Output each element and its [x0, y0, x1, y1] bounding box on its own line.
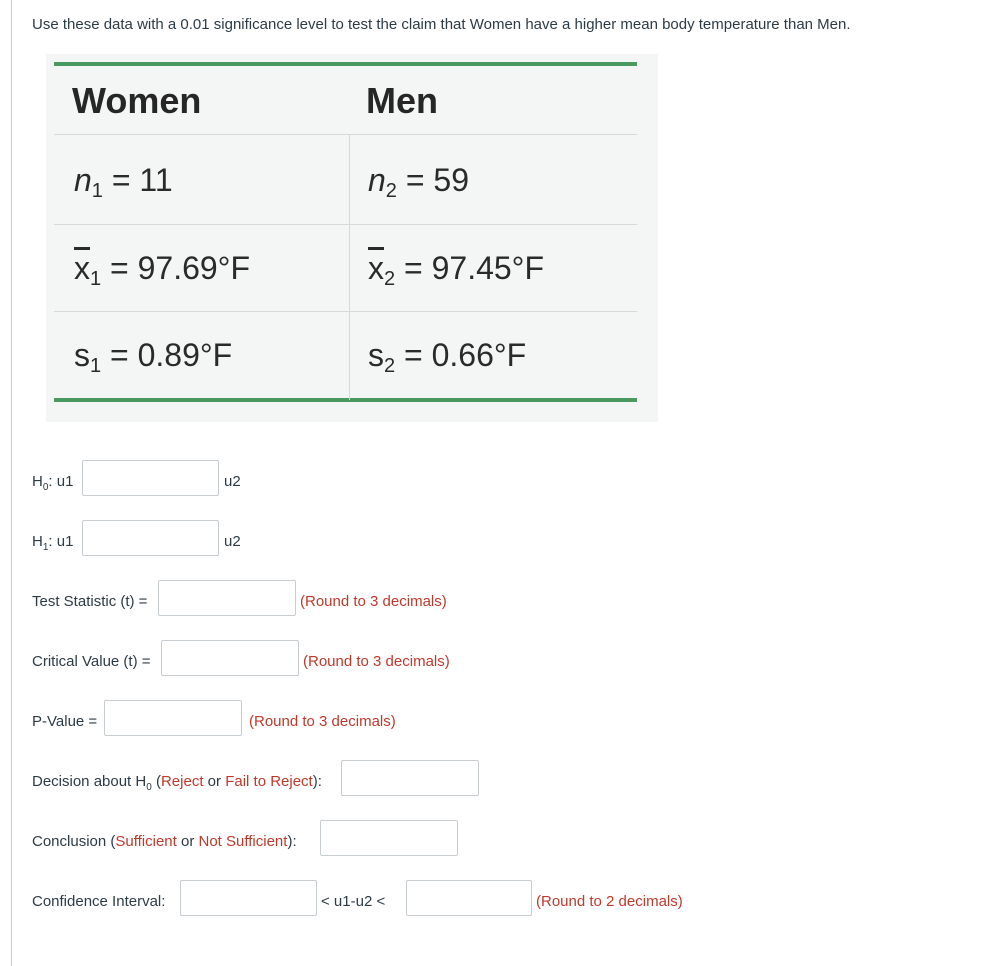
conclusion-label: Conclusion (Sufficient or Not Sufficient): — [32, 833, 297, 850]
header-men: Men — [366, 80, 438, 121]
ci-middle-label: < u1-u2 < — [321, 893, 386, 910]
data-table-image — [46, 54, 658, 422]
women-mean: $\overline{x}_1 = 97.69^\circ F$ — [74, 250, 251, 290]
men-n: $n_2 = 59$ — [368, 162, 469, 202]
page-left-border — [11, 0, 12, 966]
conclusion-input[interactable] — [320, 820, 458, 856]
ci-lower-input[interactable] — [180, 880, 317, 916]
women-sd: $s_1 = 0.89^\circ F$ — [74, 337, 233, 377]
table-row-rule — [54, 311, 637, 312]
men-mean: $\overline{x}_2 = 97.45^\circ F$ — [368, 250, 545, 290]
critical-value-label: Critical Value (t) = — [32, 653, 151, 670]
table-header-rule — [54, 134, 637, 135]
ci-note: (Round to 2 decimals) — [536, 893, 683, 910]
header-women: Women — [72, 80, 202, 121]
h1-label: $H_1$: u1 — [32, 533, 74, 553]
ci-upper-input[interactable] — [406, 880, 532, 916]
test-statistic-input[interactable] — [158, 580, 296, 616]
decision-label: Decision about $H_0$ (Reject or Fail to Reject): — [32, 773, 322, 793]
p-value-input[interactable] — [104, 700, 242, 736]
critical-value-note: (Round to 3 decimals) — [303, 653, 450, 670]
confidence-interval-label: Confidence Interval: — [32, 893, 166, 910]
h0-u2-label: u2 — [224, 473, 241, 490]
question-text: Use these data with a 0.01 significance level to test the claim that Women have a higher mean body temperature than Men. — [32, 16, 851, 33]
men-sd: $s_2 = 0.66^\circ F$ — [368, 337, 527, 377]
h1-u2-label: u2 — [224, 533, 241, 550]
p-value-note: (Round to 3 decimals) — [249, 713, 396, 730]
test-statistic-label: Test Statistic (t) = — [32, 593, 148, 610]
table-bottom-rule — [54, 398, 637, 402]
h1-operator-input[interactable] — [82, 520, 219, 556]
table-column-divider — [349, 134, 350, 400]
table-top-rule — [54, 62, 637, 66]
decision-input[interactable] — [341, 760, 479, 796]
h0-operator-input[interactable] — [82, 460, 219, 496]
test-statistic-note: (Round to 3 decimals) — [300, 593, 447, 610]
critical-value-input[interactable] — [161, 640, 299, 676]
women-n: $n_1 = 11$ — [74, 162, 173, 202]
p-value-label: P-Value = — [32, 713, 98, 730]
table-row-rule — [54, 224, 637, 225]
h0-label: $H_0$: u1 — [32, 473, 74, 493]
